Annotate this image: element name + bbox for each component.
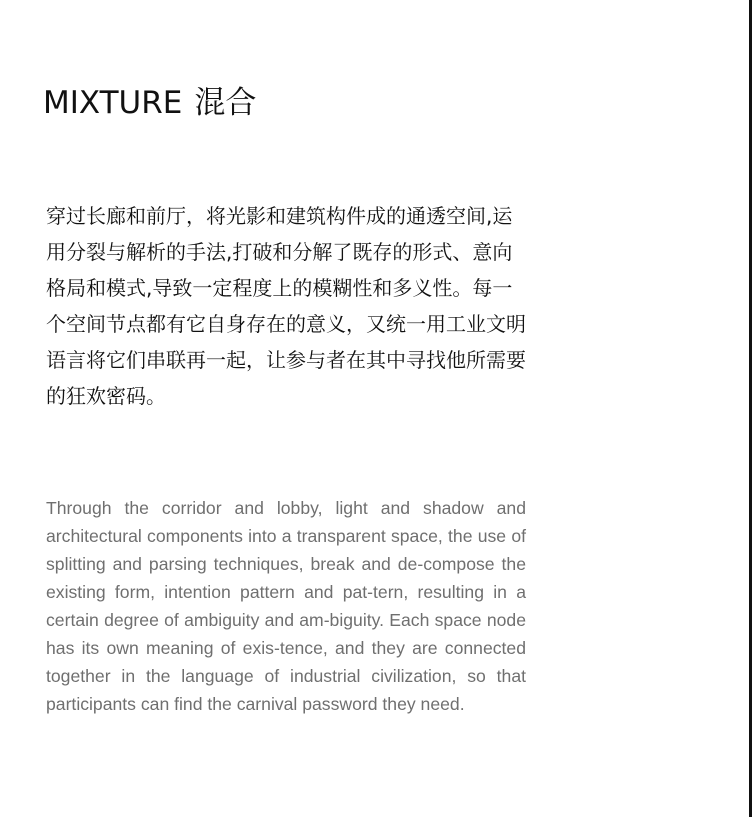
- title-chinese: 混合: [194, 85, 257, 121]
- page-title: [43, 84, 256, 122]
- chinese-description: 穿过长廊和前厅，将光影和建筑构件成的通透空间,运用分裂与解析的手法,打破和分解了既存的形式、意向格局和模式,导致一定程度上的模糊性和多义性。每一个空间节点都有它自身存在的意义，又统一用工业文明语言将它们串联再一起，让参与者在其中寻找他所需要的狂欢密码。: [46, 204, 526, 408]
- title-latin: MIXTURE: [43, 85, 183, 121]
- english-description: Through the corridor and lobby, light and shadow and architectural components into a transparent space, the use of splitting and parsing techniques, break and de-compose the existing form, intention pattern and pat-tern, resulting in a certain degree of ambiguity and am-biguity. Each space node has its own meaning of exis-tence, and they are connected together in the language of industrial civilization, so that participants can find the carnival password they need.: [46, 498, 526, 714]
